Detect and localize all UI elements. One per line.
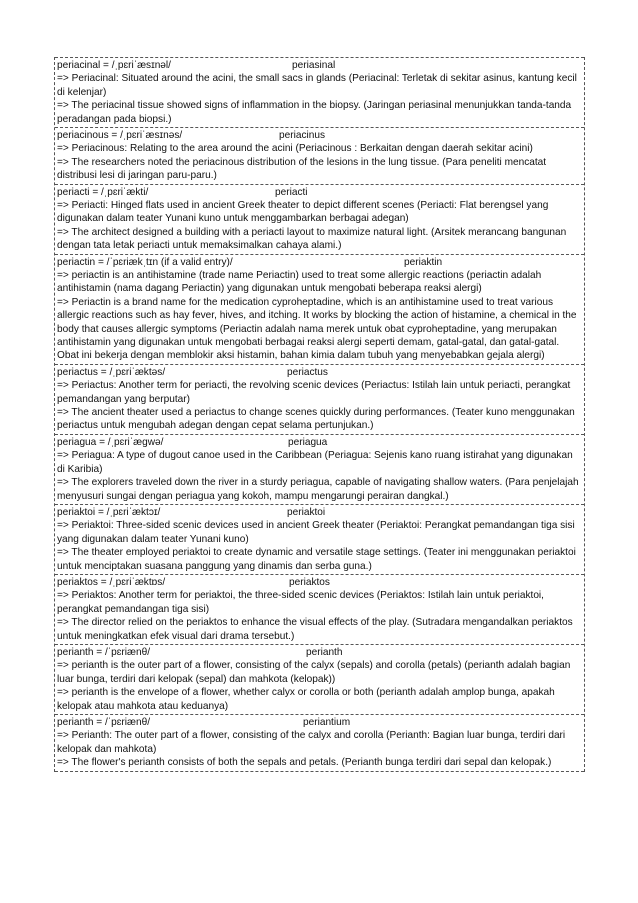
dictionary-entry (55, 644, 584, 714)
definition-line: => Periacti: Hinged flats used in ancient Greek theater to depict different scenes (Periacti: Flat berengsel yang digunakan dalam teater Yunani kuno untuk menggambarkan berbagai adegan) (57, 200, 549, 225)
definition-line: => Periacinal: Situated around the acini, the small sacs in glands (Periacinal: Terletak di sekitar asinus, kantung kecil di kelenjar) (57, 73, 577, 98)
headword: periacinal = /ˌpɛriˈæsɪnəl/ (57, 60, 171, 71)
headword: periaktos = /ˌpɛriˈæktɒs/ (57, 576, 166, 588)
translation: periacinus (279, 130, 326, 142)
translation: periaktin (404, 256, 443, 268)
entry-header (57, 716, 582, 729)
definition-line: => The periacinal tissue showed signs of inflammation in the biopsy. (Jaringan periasinal menunjukkan tanda-tanda peradangan pada biopsi.) (57, 100, 572, 125)
definition-line: => Periacinous: Relating to the area around the acini (Periacinous : Berkaitan dengan daerah sekitar acini) (57, 143, 533, 155)
definition-line: => The architect designed a building with a periacti layout to maximize natural light. (Arsitek merancang bangunan dengan tata letak periacti untuk memaksimalkan cahaya alami.) (57, 226, 567, 252)
definition-line: => The director relied on the periaktos to enhance the visual effects of the play. (Sutradara mengandalkan periaktos untuk meningkatkan efek visual dari drama tersebut.) (57, 617, 573, 642)
dictionary-page (54, 57, 585, 772)
definition-line: => The researchers noted the periacinous distribution of the lesions in the lung tissue. (Para peneliti mencatat distribusi lesi di jaringan paru-paru.) (57, 156, 547, 182)
dictionary-entry (55, 127, 584, 184)
entry-header (57, 366, 582, 379)
dictionary-entry (55, 714, 584, 772)
definition-line: => Periactin is a brand name for the medication cyproheptadine, which is an antihistamine used to treat various allergic reactions such as hay fever, hives, and itching. It works by blocking the action of histamine, a chemical in the body that causes allergic symptoms (Periactin adalah nama merek untuk obat cyproheptadine, yang merupakan antihistamin yang digunakan untuk mengobati berbagai reaksi alergi seperti demam, gatal-gatal, dan gatal-gatal. Obat ini bekerja dengan memblokir aksi histamin, bahan kimia dalam tubuh yang menyebabkan gejala alergi) (57, 296, 577, 362)
headword: periaktoi = /ˌpɛriˈæktɔɪ/ (57, 506, 161, 518)
headword: periacinous = /ˌpɛriˈæsɪnəs/ (57, 130, 183, 142)
entry-header (57, 59, 582, 72)
definition-line: => The theater employed periaktoi to create dynamic and versatile stage settings. (Teater ini menggunakan periaktoi untuk menciptakan suasana panggung yang dinamis dan serba guna.) (57, 547, 576, 572)
translation: periacti (275, 186, 308, 198)
definition-line: => The flower's perianth consists of both the sepals and petals. (Perianth bunga terdiri dari sepal dan kelopak.) (57, 757, 552, 769)
translation: periaktos (289, 576, 330, 588)
entry-header (57, 646, 582, 659)
entry-header (57, 129, 582, 142)
definition-line: => Periactus: Another term for periacti, the revolving scenic devices (Periactus: Istilah lain untuk periacti, perangkat pemandangan yang berputar) (57, 380, 571, 405)
translation: periaktoi (287, 506, 326, 518)
definition-line: => Perianth: The outer part of a flower, consisting of the calyx and corolla (Perianth: Bagian luar bunga, terdiri dari kelopak dan mahkota) (57, 730, 566, 755)
headword: periagua = /ˌpɛriˈægwə/ (57, 436, 164, 448)
dictionary-entry (55, 184, 584, 254)
definition-line: => The explorers traveled down the river in a sturdy periagua, capable of navigating shallow waters. (Para penjelajah menyusuri sungai dengan periagua yang kokoh, mampu mengarungi perairan dangkal.) (57, 477, 579, 502)
dictionary-entry (55, 434, 584, 504)
headword: perianth = /ˈpɛriænθ/ (57, 716, 150, 728)
definition-line: => perianth is the envelope of a flower, whether calyx or corolla or both (perianth adalah amplop bunga, apakah kelopak atau mahkota atau keduanya) (57, 687, 555, 712)
headword: periactus = /ˌpɛriˈæktəs/ (57, 366, 166, 378)
entry-header (57, 506, 582, 519)
entry-header (57, 256, 582, 269)
dictionary-entry (55, 574, 584, 644)
translation: perianth (306, 646, 343, 658)
headword: perianth = /ˈpɛriænθ/ (57, 646, 150, 658)
headword: periactin = /ˈpɛriækˌtɪn (if a valid entry)/ (57, 256, 233, 268)
translation: periasinal (292, 60, 336, 71)
headword: periacti = /ˌpɛriˈækti/ (57, 186, 149, 198)
dictionary-entry (55, 254, 584, 364)
dictionary-entry (55, 364, 584, 434)
entry-header (57, 436, 582, 449)
translation: periantium (303, 716, 351, 728)
definition-line: => perianth is the outer part of a flower, consisting of the calyx (sepals) and corolla (petals) (perianth adalah bagian luar bunga, terdiri dari kelopak (sepal) dan mahkota (kelopak)) (57, 660, 571, 685)
entry-header (57, 576, 582, 589)
definition-line: => Periagua: A type of dugout canoe used in the Caribbean (Periagua: Sejenis kano ruang istirahat yang digunakan di Karibia) (57, 450, 573, 475)
entry-header (57, 186, 582, 199)
definition-line: => periactin is an antihistamine (trade name Periactin) used to treat some allergic reactions (periactin adalah antihistamin (nama dagang Periactin) yang digunakan untuk mengobati beberapa reaksi alergi) (57, 270, 542, 295)
dictionary-entry (55, 504, 584, 574)
dictionary-entry (55, 57, 584, 127)
definition-line: => Periaktoi: Three-sided scenic devices used in ancient Greek theater (Periaktoi: Perangkat pemandangan tiga sisi yang digunakan dalam teater Yunani kuno) (57, 520, 575, 545)
translation: periactus (287, 366, 328, 378)
definition-line: => Periaktos: Another term for periaktoi, the three-sided scenic devices (Periaktos: Istilah lain untuk periaktoi, perangkat pemandangan tiga sisi) (57, 590, 544, 615)
translation: periagua (288, 436, 328, 448)
definition-line: => The ancient theater used a periactus to change scenes quickly during performances. (Teater kuno menggunakan periactus untuk mengubah adegan dengan cepat selama pertunjukan.) (57, 407, 575, 432)
